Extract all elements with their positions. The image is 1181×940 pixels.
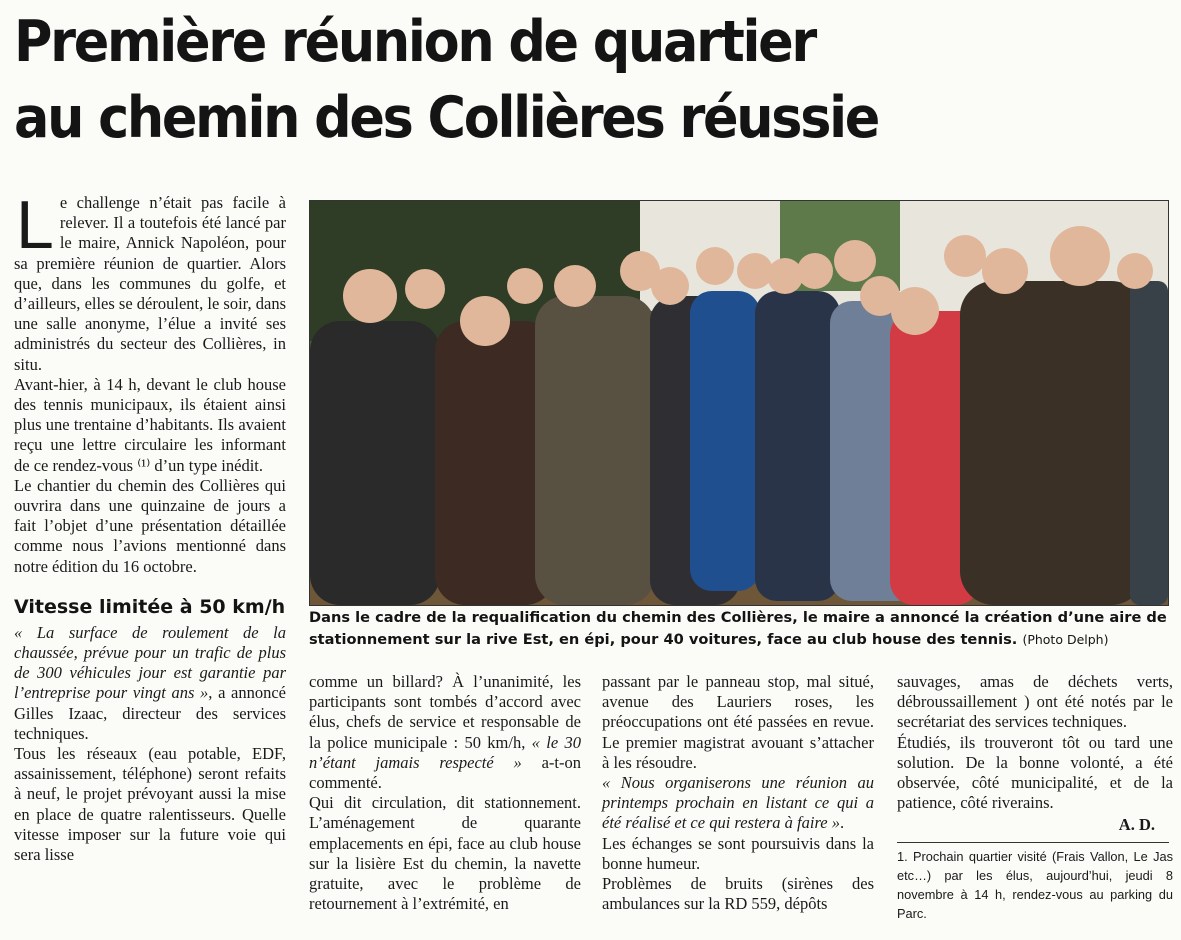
column-3-paragraph-2: Les échanges se sont poursuivis dans la bonne humeur. (602, 833, 874, 873)
intro-paragraph-3: Le chantier du chemin des Collières qui ouvrira dans une quinzaine de jours a fait l’objet d’une présentation détaillée comme nous l’avions mentionné dans notre édition du 16 octobre. (14, 475, 286, 576)
article-column-1 (14, 187, 287, 865)
quote-30: « le 30 n’étant jamais respecté » (309, 732, 581, 772)
caption-text: Dans le cadre de la requalification du chemin des Collières, le maire a annoncé la création d’une aire de stationnement sur la rive Est, en épi, pour 40 voitures, face au club house des tennis. (309, 609, 1167, 648)
group-photo-image (310, 201, 1168, 605)
drop-cap: L (16, 187, 54, 263)
headline-line-2: au chemin des Collières réussie (14, 85, 879, 151)
author-signature: A. D. (1118, 815, 1155, 835)
column-2-paragraph-1 (309, 672, 581, 793)
quote-attribution: , a annoncé Gilles Izaac, directeur des services techniques. (14, 683, 287, 743)
section-paragraph-2: Tous les réseaux (eau potable, EDF, assainissement, téléphone) seront refaits à neuf, le projet prévoyant aussi la mise en place de quatre ralentisseurs. Quelle vitesse imposer sur la future voie qui sera lisse (14, 744, 286, 865)
article-column-2 (309, 672, 581, 914)
headline (14, 4, 1081, 156)
intro-paragraph-1 (14, 187, 286, 375)
footnote-divider (897, 842, 1169, 843)
footnote: 1. Prochain quartier visité (Frais Vallon, Le Jas etc…) par les élus, aujourd’hui, jeudi 8 novembre à 14 h, rendez-vous au parking du Parc. (897, 848, 1173, 921)
headline-line-1: Première réunion de quartier (14, 9, 815, 75)
intro-text-1: e challenge n’était pas facile à relever. Il a toutefois été lancé par le maire, Annick Napoléon, pour sa première réunion de quartier. Alors que, dans les communes du golfe, et d’ailleurs, elles se déroulent, le soir, dans une salle anonyme, l’élue a invité ses administrés du secteur des Collières, in situ. (14, 193, 286, 374)
article-column-4 (897, 672, 1173, 923)
section-subhead: Vitesse limitée à 50 km/h (14, 595, 286, 618)
photo-caption (309, 607, 1173, 651)
photo-credit: (Photo Delph) (1022, 632, 1109, 647)
quote-mayor: « Nous organiserons une réunion au printemps prochain en listant ce qui a été réalisé et ce qui restera à faire » (602, 773, 874, 833)
column-3-paragraph-3: Problèmes de bruits (sirènes des ambulances sur la RD 559, dépôts (602, 874, 874, 914)
column-3-quote-paragraph (602, 773, 874, 834)
column-4-paragraph-1: sauvages, amas de déchets verts, débroussaillement ) ont été notés par le secrétariat des services techniques. (897, 672, 1173, 732)
column-3-paragraph-1: passant par le panneau stop, mal situé, avenue des Lauriers roses, les préoccupations ont été passées en revue. Le premier magistrat avouant s’attacher à les résoudre. (602, 672, 874, 772)
column-2-paragraph-2: Qui dit circulation, dit stationnement. L’aménagement de quarante emplacements en épi, face au club house sur la lisière Est du chemin, la navette gratuite, avec le problème de retournement à l’extrémité, en (309, 793, 581, 914)
intro-paragraph-2: Avant-hier, à 14 h, devant le club house des tennis municipaux, ils étaient ainsi plus une trentaine d’habitants. Ils avaient reçu une lettre circulaire les informant de ce rendez-vous ⁽¹⁾ d’un type inédit. (14, 374, 286, 475)
column-2-text-b: a-t-on commenté. (309, 752, 581, 793)
article-column-3 (602, 672, 874, 914)
column-2-text-a: comme un billard? À l’unanimité, les participants sont tombés d’accord avec élus, chefs de service et responsable de la police municipale : 50 km/h, (309, 672, 581, 752)
column-4-paragraph-2: Étudiés, ils trouveront tôt ou tard une solution. De la bonne volonté, a été observée, côté municipalité, et de la patience, côté riverains. (897, 732, 1173, 813)
quote-end: . (839, 813, 845, 833)
group-photo (309, 200, 1169, 606)
quote-gilles-izaac: « La surface de roulement de la chaussée, prévue pour un trafic de plus de 300 véhicules jour est garantie par l’entreprise pour vingt ans » (14, 622, 286, 703)
section-paragraph-1 (14, 623, 286, 744)
